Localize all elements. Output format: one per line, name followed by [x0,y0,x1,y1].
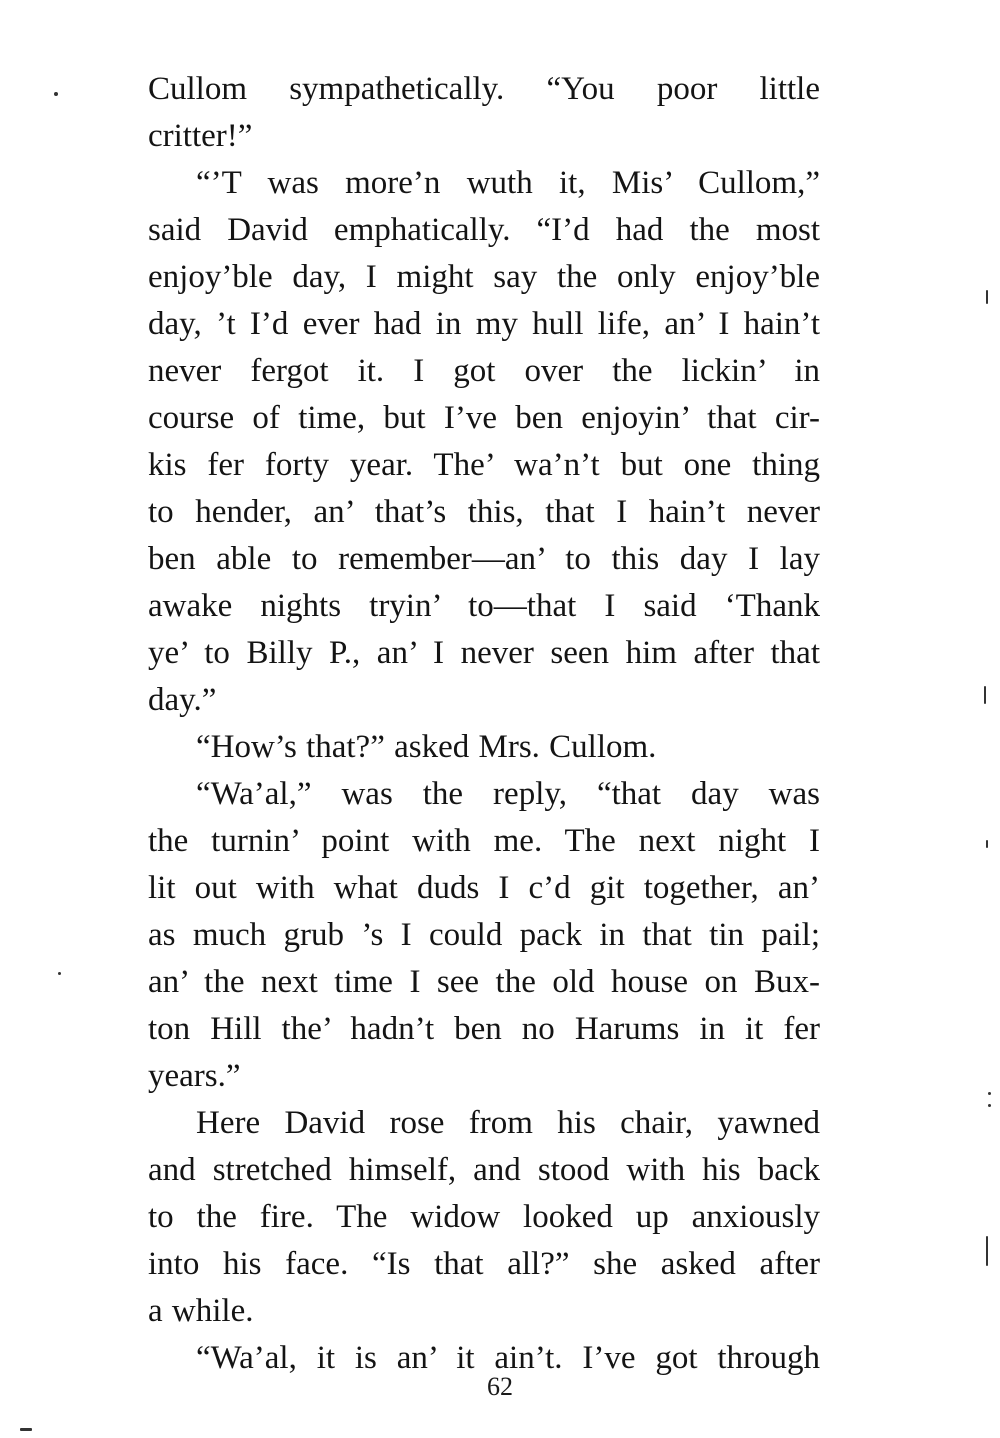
text-line: into his face. “Is that all?” she asked after [148,1246,820,1282]
scan-speck [986,840,988,848]
text-line: to hender, an’ that’s this, that I hain’t never [148,494,820,530]
text-line: a while. [148,1293,254,1329]
text-line: Here David rose from his chair, yawned [196,1105,820,1141]
text-line: “’T was more’n wuth it, Mis’ Cullom,” [196,165,820,201]
scan-speck [54,92,58,96]
scan-speck [986,290,988,304]
text-line: “Wa’al,” was the reply, “that day was [196,776,820,812]
text-line: ton Hill the’ hadn’t ben no Harums in it fer [148,1011,820,1047]
text-line: awake nights tryin’ to—that I said ‘Thank [148,588,820,624]
text-line: as much grub ’s I could pack in that tin pail; [148,917,820,953]
text-line: and stretched himself, and stood with his back [148,1152,820,1188]
text-line: lit out with what duds I c’d git together, an’ [148,870,820,906]
scan-speck [988,1104,991,1107]
text-line: critter!” [148,118,253,154]
text-line: ye’ to Billy P., an’ I never seen him after that [148,635,820,671]
text-line: day, ’t I’d ever had in my hull life, an’ I hain’t [148,306,820,342]
text-line: the turnin’ point with me. The next night I [148,823,820,859]
text-line: to the fire. The widow looked up anxiously [148,1199,820,1235]
scan-speck [20,1428,32,1431]
text-line: course of time, but I’ve ben enjoyin’ that cir- [148,400,820,436]
scan-speck [984,686,986,704]
text-line: years.” [148,1058,241,1094]
scan-speck [58,972,61,975]
text-line: an’ the next time I see the old house on Bux- [148,964,820,1000]
scan-speck [988,1092,991,1095]
page-number: 62 [487,1372,513,1401]
text-line: ben able to remember—an’ to this day I lay [148,541,820,577]
text-line: Cullom sympathetically. “You poor little [148,71,820,107]
text-line: “How’s that?” asked Mrs. Cullom. [196,729,657,765]
scan-speck [986,1236,988,1266]
body-text [148,66,820,1382]
text-line: day.” [148,682,217,718]
text-line: enjoy’ble day, I might say the only enjoy’ble [148,259,820,295]
text-line: said David emphatically. “I’d had the most [148,212,820,248]
text-line: kis fer forty year. The’ wa’n’t but one thing [148,447,820,483]
text-line: never fergot it. I got over the lickin’ in [148,353,820,389]
text-line: “Wa’al, it is an’ it ain’t. I’ve got through [196,1340,820,1376]
